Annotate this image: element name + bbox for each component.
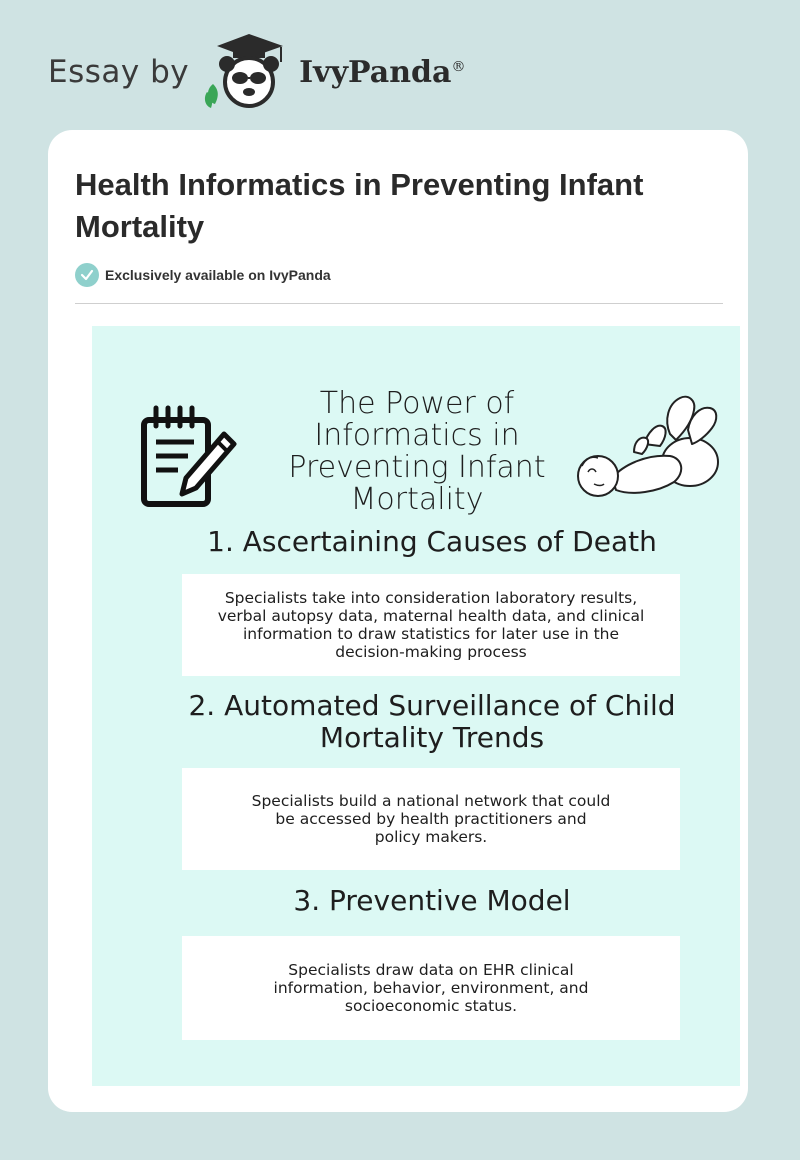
- exclusive-badge: [75, 263, 331, 287]
- essay-by-label: Essay by: [48, 54, 190, 90]
- page-title: Health Informatics in Preventing Infant Mortality: [75, 167, 644, 244]
- brand-name: IvyPanda®: [299, 54, 466, 90]
- section-heading-3: 3. Preventive Model: [293, 884, 571, 917]
- check-icon: [75, 263, 99, 287]
- baby-icon: [572, 392, 724, 504]
- site-header: [48, 32, 548, 112]
- section-box-1: [182, 574, 680, 676]
- panda-logo-icon[interactable]: [203, 32, 295, 112]
- section-heading-1: 1. Ascertaining Causes of Death: [207, 525, 657, 558]
- infographic: [92, 326, 740, 1086]
- section-heading-2: 2. Automated Surveillance of Child Mortality Trends: [188, 689, 676, 754]
- section-box-3: [182, 936, 680, 1040]
- essay-card: [48, 130, 748, 1112]
- section-text-1: Specialists take into consideration laboratory results, verbal autopsy data, maternal health data, and clinical information to draw statistics for later use in the decision-making process: [217, 589, 645, 661]
- notepad-pencil-icon: [138, 404, 238, 510]
- badge-label: Exclusively available on IvyPanda: [105, 267, 331, 283]
- divider: [75, 303, 723, 304]
- infographic-title: The Power of Informatics in Preventing Infant Mortality: [288, 386, 546, 517]
- section-box-2: [182, 768, 680, 870]
- section-text-2: Specialists build a national network that could be accessed by health practitioners and policy makers.: [251, 792, 611, 846]
- section-text-3: Specialists draw data on EHR clinical information, behavior, environment, and socioeconomic status.: [273, 961, 589, 1015]
